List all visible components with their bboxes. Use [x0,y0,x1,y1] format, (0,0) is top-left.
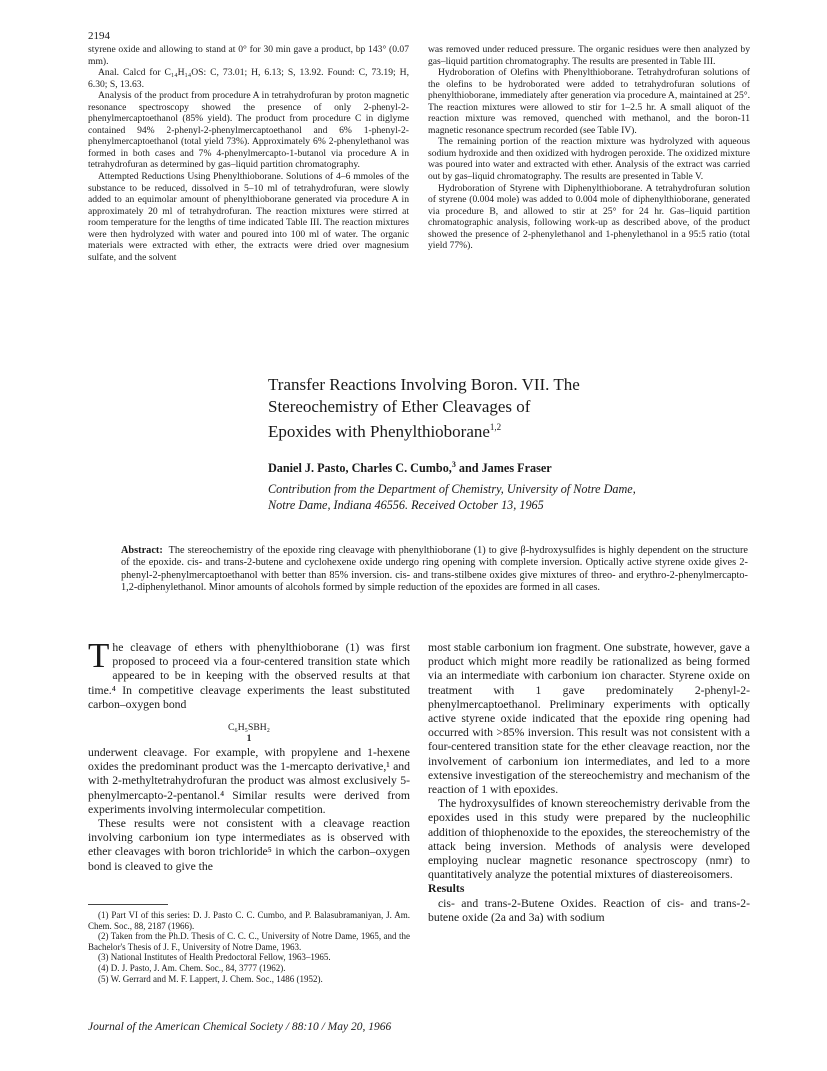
affiliation-line: Contribution from the Department of Chemistry, University of Notre Dame, [268,482,636,496]
title-line: Stereochemistry of Ether Cleavages of [268,396,531,416]
previous-article-right-column [428,44,750,252]
paragraph: These results were not consistent with a cleavage reaction involving carbonium ion type intermediates as is observed with ether cleavages with boron trichloride⁵ in which the carbon–oxygen bond is cleaved to give the [88,817,410,873]
author-footnote-ref: 3 [451,460,456,469]
paragraph: was removed under reduced pressure. The organic residues were then analyzed by gas–liquid partition chromatography. The results are presented in Table III. [428,44,750,67]
drop-cap: T [88,636,110,675]
paragraph-text: he cleavage of ethers with phenylthioborane (1) was first proposed to proceed via a four-centered transition state which appeared to be in keeping with the observed results at that time.⁴ In competitive cleavage experiments the least substituted carbon–oxygen bond [88,641,410,711]
paragraph: The remaining portion of the reaction mixture was hydrolyzed with aqueous sodium hydroxide and then oxidized with hydrogen peroxide. The oxidized mixture was poured into water and extracted with ether. Analysis of the extract was carried out by gas–liquid chromatography. The results are presented in Table V. [428,136,750,183]
formula-text: C₆H₅SBH₂ [227,722,271,734]
footnote: (1) Part VI of this series: D. J. Pasto C. C. Cumbo, and P. Balasubramaniyan, J. Am. Chem. Soc., 88, 2187 (1966). [88,910,410,931]
title-line [268,417,748,443]
paragraph: most stable carbonium ion fragment. One substrate, however, gave a product which might more readily be rationalized as being formed via an intermediate with carbonium ion character. Styrene oxide on treatment with 1 gave predominately 2-phenyl-2-phenylmercaptoethanol. Preliminary experiments with optically active styrene oxide indicated that the epoxide ring opening had occurred with >85% inversion. This result was not consistent with a four-centered transition state for the ether cleavage reaction, nor the involvement of carbonium ion intermediates, and led to a more extensive investigation of the stereochemistry and mechanism of the reaction of 1 with epoxides. [428,641,750,797]
journal-footer: Journal of the American Chemical Society / 88:10 / May 20, 1966 [88,1021,392,1033]
previous-article-left-column [88,44,409,263]
abstract-label: Abstract: [121,545,163,556]
compound-number: 1 [246,733,252,745]
paragraph: cis- and trans-2-Butene Oxides. Reaction of cis- and trans-2-butene oxide (2a and 3a) with sodium [428,896,750,924]
title-line-text: Epoxides with Phenylthioborane [268,422,490,441]
body-right-column [428,641,750,925]
page-number: 2194 [88,30,110,42]
abstract [121,545,748,595]
title-footnote-ref: 1,2 [489,422,502,432]
authors-tail: and James Fraser [455,461,552,475]
paragraph [88,636,410,712]
authors [268,460,552,476]
footnote: (3) National Institutes of Health Predoctoral Fellow, 1963–1965. [98,952,331,963]
authors-text: Daniel J. Pasto, Charles C. Cumbo, [268,461,452,475]
footnotes [88,910,410,984]
article-title [268,374,748,443]
paragraph: Analysis of the product from procedure A in tetrahydrofuran by proton magnetic resonance spectroscopy showed the presence of only 2-phenyl-2-phenylmercaptoethanol (85% yield). The product from procedure C in diglyme contained 94% 2-phenyl-2-phenylmercaptoethanol and 6% 1-phenyl-2-phenylmercaptoethanol (total yield 73%). Approximately 6% 2-phenylethanol was formed in both cases and 7% 4-phenylmercapto-1-butanol via procedure A in tetrahydrofuran as determined by gas–liquid partition chromatography. [88,90,409,171]
paragraph: Hydroboration of Styrene with Diphenylthioborane. A tetrahydrofuran solution of styrene (0.004 mole) was added to 0.004 mole of diphenylthioborane, generated via procedure B, and allowed to stir at 25° for 24 hr. Gas–liquid partition chromatographic analysis, following work-up as described above, of the product showed the presence of 2-phenylethanol and 1-phenylethanol in a 95:5 ratio (total yield 77%). [428,182,750,252]
paragraph: Anal. Calcd for C₁₄H₁₄OS: C, 73.01; H, 6.13; S, 13.92. Found: C, 73.19; H, 6.30; S, 13.63. [88,67,409,90]
paragraph: Hydroboration of Olefins with Phenylthioborane. Tetrahydrofuran solutions of the olefins to be hydroborated were added to tetrahydrofuran solutions of phenylthioborane, immediately after generation via procedure A, maintained at 25°. The reaction mixtures were allowed to stir for 1–2.5 hr. A small aliquot of the reaction mixture was removed, quenched with methanol, and the boron-11 magnetic resonance spectrum recorded (see Table IV). [428,67,750,136]
footnote: (5) W. Gerrard and M. F. Lappert, J. Chem. Soc., 1486 (1952). [98,973,323,984]
footnote: (2) Taken from the Ph.D. Thesis of C. C. C., University of Notre Dame, 1965, and the Bachelor's Thesis of J. F., University of Notre Dame, 1963. [88,931,410,952]
section-heading-results: Results [428,882,465,896]
footnote: (4) D. J. Pasto, J. Am. Chem. Soc., 84, 3777 (1962). [98,962,286,973]
footnote-divider [88,904,168,905]
body-left-column [88,636,410,874]
paragraph: underwent cleavage. For example, with propylene and 1-hexene oxides the predominant product was the 1-mercapto derivative,¹ and with 2-methyltetrahydrofuran the product was almost exclusively 5-phenylmercapto-2-pentanol.⁴ Similar results were derived from experiments involving intermolecular competition. [88,746,410,816]
affiliation-line: Notre Dame, Indiana 46556. Received October 13, 1965 [268,497,544,512]
paragraph: The hydroxysulfides of known stereochemistry derivable from the epoxides used in this study were prepared by the nucleophilic addition of thiophenoxide to the epoxides, the stereochemistry of the attack being inversion. Methods of analysis were developed employing nuclear magnetic resonance spectroscopy (nmr) to quantitatively analyze the potential mixtures of diastereoisomers. [428,797,750,882]
abstract-text: The stereochemistry of the epoxide ring cleavage with phenylthioborane (1) to give β-hydroxysulfides is highly dependent on the structure of the epoxide. cis- and trans-2-butene and cyclohexene oxide undergo ring opening with complete inversion. Optically active styrene oxide gives 2-phenyl-2-phenylmercaptoethanol with better than 85% inversion. cis- and trans-stilbene oxides give mixtures of threo- and erythro-2-phenylmercapto-1,2-diphenylethanol. Minor amounts of alcohols formed by simple reduction of the epoxides are formed in all cases. [121,545,748,594]
compound-formula [88,722,410,744]
affiliation [268,482,748,513]
paragraph: Attempted Reductions Using Phenylthioborane. Solutions of 4–6 mmoles of the substance to be reduced, dissolved in 5–10 ml of tetrahydrofuran, were slowly added to an equimolar amount of phenylthioborane generated via procedure A in approximately 20 ml of tetrahydrofuran. The reaction mixtures were stirred at room temperature for the lengths of time indicated Table III. The reaction mixtures were then hydrolyzed with water and poured into 100 ml of water. The organic materials were extracted with ether, the extracts were dried over magnesium sulfate, and the solvent [88,171,409,263]
paragraph: styrene oxide and allowing to stand at 0° for 30 min gave a product, bp 143° (0.07 mm). [88,44,409,67]
title-line: Transfer Reactions Involving Boron. VII. The [268,375,580,394]
